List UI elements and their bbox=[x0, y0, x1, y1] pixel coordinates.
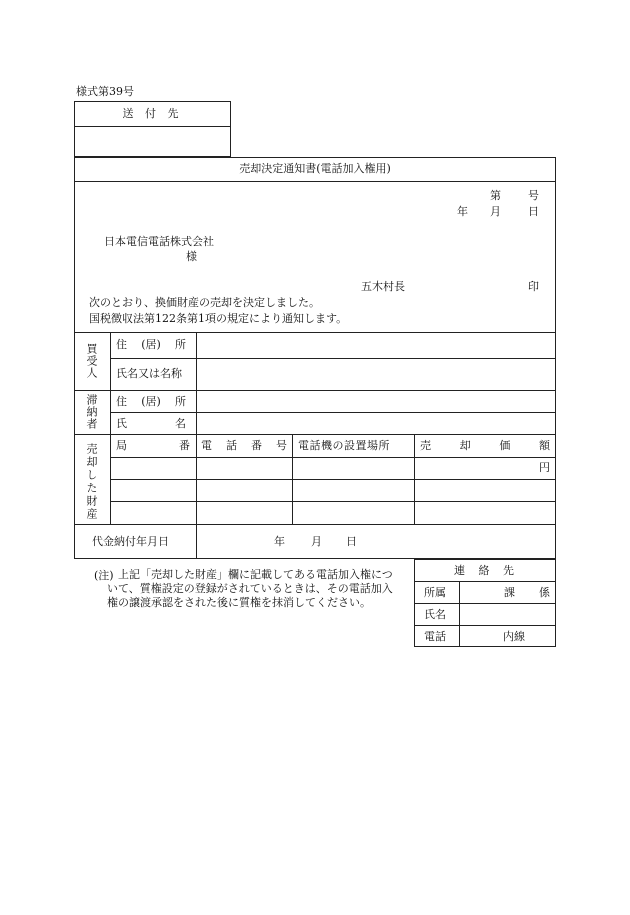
buyer-address-field[interactable] bbox=[197, 333, 555, 357]
addressee-name: 日本電信電話株式会社 bbox=[104, 235, 214, 248]
doc-no-suffix: 号 bbox=[528, 189, 539, 202]
doc-no-prefix: 第 bbox=[490, 189, 501, 202]
note-prefix: (注) bbox=[94, 569, 114, 582]
currency-unit: 円 bbox=[539, 461, 550, 474]
buyer-name-label: 氏名又は名称 bbox=[116, 367, 182, 380]
body-line-2: 国税徴収法第122条第1項の規定により通知します。 bbox=[89, 312, 348, 325]
contact-extension: 内線 bbox=[503, 630, 525, 643]
issuer-name: 五木村長 bbox=[361, 280, 405, 293]
property-row-3-number[interactable] bbox=[197, 502, 291, 523]
addressee-honorific: 様 bbox=[186, 250, 197, 263]
header-phone-number: 電 話 番 号 bbox=[201, 439, 287, 452]
form-title: 売却決定通知書(電話加入権用) bbox=[239, 162, 391, 175]
property-row-2-number[interactable] bbox=[197, 480, 291, 500]
payment-year: 年 bbox=[274, 535, 285, 548]
sold-property-section-label: 売却した財産 bbox=[85, 443, 98, 521]
payment-month: 月 bbox=[311, 535, 322, 548]
date-day: 日 bbox=[528, 205, 539, 218]
property-row-2-price[interactable] bbox=[415, 480, 555, 500]
payment-date-label: 代金納付年月日 bbox=[92, 535, 169, 548]
property-row-3-location[interactable] bbox=[293, 502, 413, 523]
contact-kakari: 係 bbox=[539, 586, 550, 599]
body-line-1: 次のとおり、換価財産の売却を決定しました。 bbox=[89, 296, 320, 309]
property-row-3-price[interactable] bbox=[415, 502, 555, 523]
property-row-2-location[interactable] bbox=[293, 480, 413, 500]
delinquent-address-field[interactable] bbox=[197, 391, 555, 411]
seal-mark: 印 bbox=[528, 280, 539, 293]
delinquent-address-label: 住 (居) 所 bbox=[116, 395, 186, 408]
contact-ka: 課 bbox=[504, 586, 515, 599]
buyer-name-field[interactable] bbox=[197, 359, 555, 389]
note-text: 上記「売却した財産」欄に記載してある電話加入権について、質権設定の登録がされているときは、その電話加入権の譲渡承認をされた後に質権を抹消してください。 bbox=[107, 568, 393, 609]
contact-name-field[interactable] bbox=[461, 604, 554, 624]
contact-title: 連 絡 先 bbox=[454, 564, 514, 577]
contact-phone-label: 電話 bbox=[424, 630, 446, 643]
delinquent-section-label: 滞納者 bbox=[85, 394, 98, 430]
recipient-label: 送 付 先 bbox=[122, 107, 183, 120]
form-number: 様式第39号 bbox=[76, 85, 134, 98]
header-install-location: 電話機の設置場所 bbox=[298, 439, 390, 452]
property-row-1-price[interactable] bbox=[415, 458, 535, 478]
property-row-1-number[interactable] bbox=[197, 458, 291, 478]
property-row-1-exchange[interactable] bbox=[111, 458, 195, 478]
buyer-section-label: 買受人 bbox=[85, 343, 98, 379]
property-row-2-exchange[interactable] bbox=[111, 480, 195, 500]
payment-day: 日 bbox=[346, 535, 357, 548]
property-row-3-exchange[interactable] bbox=[111, 502, 195, 523]
date-year: 年 bbox=[457, 205, 468, 218]
contact-name-label: 氏名 bbox=[424, 608, 446, 621]
header-exchange: 局 番 bbox=[116, 439, 190, 452]
delinquent-name-label: 氏 名 bbox=[116, 417, 186, 430]
property-row-1-location[interactable] bbox=[293, 458, 413, 478]
date-month: 月 bbox=[490, 205, 501, 218]
delinquent-name-field[interactable] bbox=[197, 413, 555, 433]
buyer-address-label: 住 (居) 所 bbox=[116, 338, 186, 351]
header-sale-price: 売 却 価 額 bbox=[420, 439, 550, 452]
contact-dept-label: 所属 bbox=[424, 586, 446, 599]
